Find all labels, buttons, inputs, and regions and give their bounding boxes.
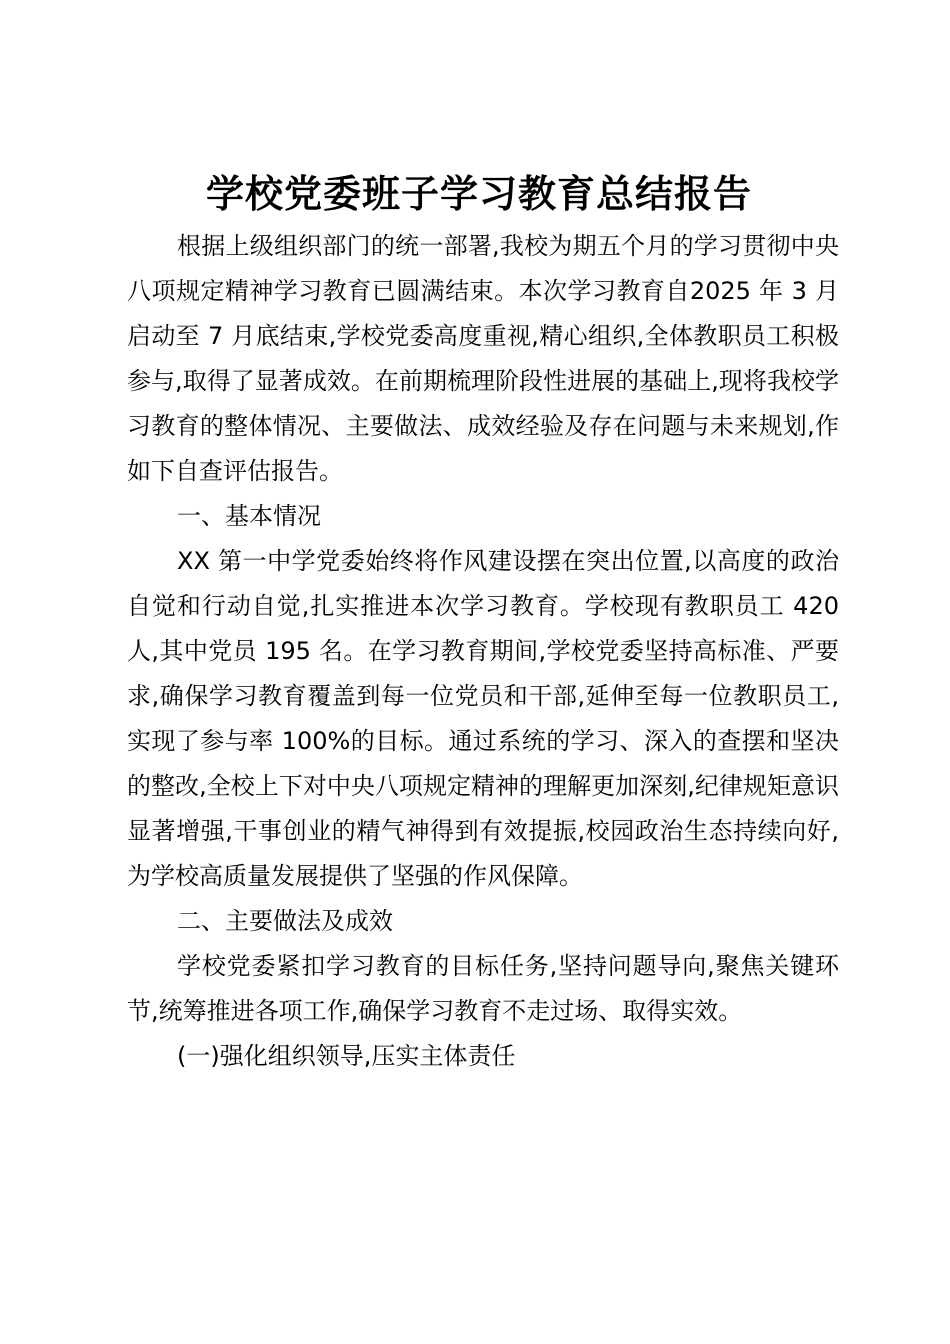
section-heading-main-practices: 二、主要做法及成效 xyxy=(177,907,393,935)
basic-situation-paragraph: XX 第一中学党委始终将作风建设摆在突出位置,以高度的政治自觉和行动自觉,扎实推进本次学习教育。学校现有教职员工 420 人,其中党员 195 名。在学习教育期间,学校党委坚持高标准、严要求,确保学习教育覆盖到每一位党员和干部,延伸至每一位教职员工,实现了参与率 100%的目标。通过系统的学习、深入的查摆和坚决的整改,全校上下对中央八项规定精神的理解更加深刻,纪律规矩意识显著增强,干事创业的精气神得到有效提振,校园政治生态持续向好,为学校高质量发展提供了坚强的作风保障。 xyxy=(127,547,839,890)
intro-paragraph: 根据上级组织部门的统一部署,我校为期五个月的学习贯彻中央八项规定精神学习教育已圆满结束。本次学习教育自2025 年 3 月启动至 7 月底结束,学校党委高度重视,精心组织,全体教职员工积极参与,取得了显著成效。在前期梳理阶段性进展的基础上,现将我校学习教育的整体情况、主要做法、成效经验及存在问题与未来规划,作如下自查评估报告。 xyxy=(127,232,839,485)
main-practices-paragraph: 学校党委紧扣学习教育的目标任务,坚持问题导向,聚焦关键环节,统筹推进各项工作,确保学习教育不走过场、取得实效。 xyxy=(127,952,839,1025)
subsection-heading-leadership: (一)强化组织领导,压实主体责任 xyxy=(177,1042,516,1070)
section-heading-basic-situation: 一、基本情况 xyxy=(177,502,321,530)
document-title: 学校党委班子学习教育总结报告 xyxy=(205,172,752,216)
document-body xyxy=(127,224,839,1079)
